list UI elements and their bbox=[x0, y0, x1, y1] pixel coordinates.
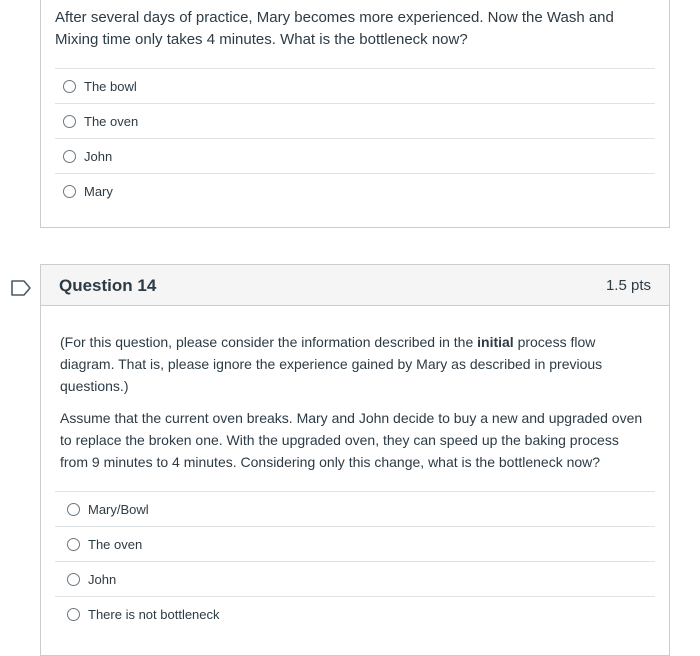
radio-button-icon[interactable] bbox=[63, 80, 76, 93]
question-14-answers bbox=[55, 491, 655, 631]
answer-option[interactable] bbox=[55, 68, 655, 103]
answer-option[interactable] bbox=[55, 103, 655, 138]
paragraph-text: process flow diagram. That is, please ignore the experience gained by Mary as described in previous questions.) bbox=[60, 334, 603, 394]
answer-option[interactable] bbox=[55, 138, 655, 173]
answer-option[interactable] bbox=[55, 596, 655, 631]
answer-label: There is not bottleneck bbox=[88, 606, 220, 622]
question-paragraph-2: Assume that the current oven breaks. Mary and John decide to buy a new and upgraded oven to replace the broken one. With the upgraded oven, they can speed up the baking process from 9 minutes to 4 minutes. Considering only this change, what is the bottleneck now? bbox=[60, 410, 643, 470]
question-points: 1.5 pts bbox=[605, 277, 651, 294]
radio-button-icon[interactable] bbox=[67, 503, 80, 516]
paragraph-text: (For this question, please consider the information described in the bbox=[60, 334, 478, 350]
answer-label: John bbox=[84, 148, 113, 164]
radio-button-icon[interactable] bbox=[63, 150, 76, 163]
radio-button-icon[interactable] bbox=[63, 185, 76, 198]
radio-button-icon[interactable] bbox=[67, 608, 80, 621]
answer-option[interactable] bbox=[55, 526, 655, 561]
answer-label: The oven bbox=[88, 536, 143, 552]
question-14-card bbox=[40, 264, 670, 656]
answer-label: John bbox=[88, 571, 117, 587]
answer-label: Mary/Bowl bbox=[88, 501, 149, 517]
question-13-answers bbox=[55, 68, 655, 208]
question-paragraph-1 bbox=[60, 331, 650, 397]
answer-option[interactable] bbox=[55, 561, 655, 596]
question-14-text bbox=[60, 331, 650, 483]
paragraph-emphasis: initial bbox=[477, 334, 514, 350]
question-13-text: After several days of practice, Mary becomes more experienced. Now the Wash and Mixing time only takes 4 minutes. What is the bottleneck now? bbox=[55, 9, 614, 48]
answer-label: The bowl bbox=[84, 78, 137, 94]
radio-button-icon[interactable] bbox=[63, 115, 76, 128]
answer-option[interactable] bbox=[55, 173, 655, 208]
radio-button-icon[interactable] bbox=[67, 538, 80, 551]
question-title: Question 14 bbox=[59, 276, 157, 295]
answer-label: The oven bbox=[84, 113, 139, 129]
answer-option[interactable] bbox=[55, 491, 655, 526]
question-13-card bbox=[40, 0, 670, 228]
flag-question-icon[interactable] bbox=[10, 280, 32, 296]
radio-button-icon[interactable] bbox=[67, 573, 80, 586]
question-header bbox=[41, 265, 669, 306]
answer-label: Mary bbox=[84, 183, 113, 199]
